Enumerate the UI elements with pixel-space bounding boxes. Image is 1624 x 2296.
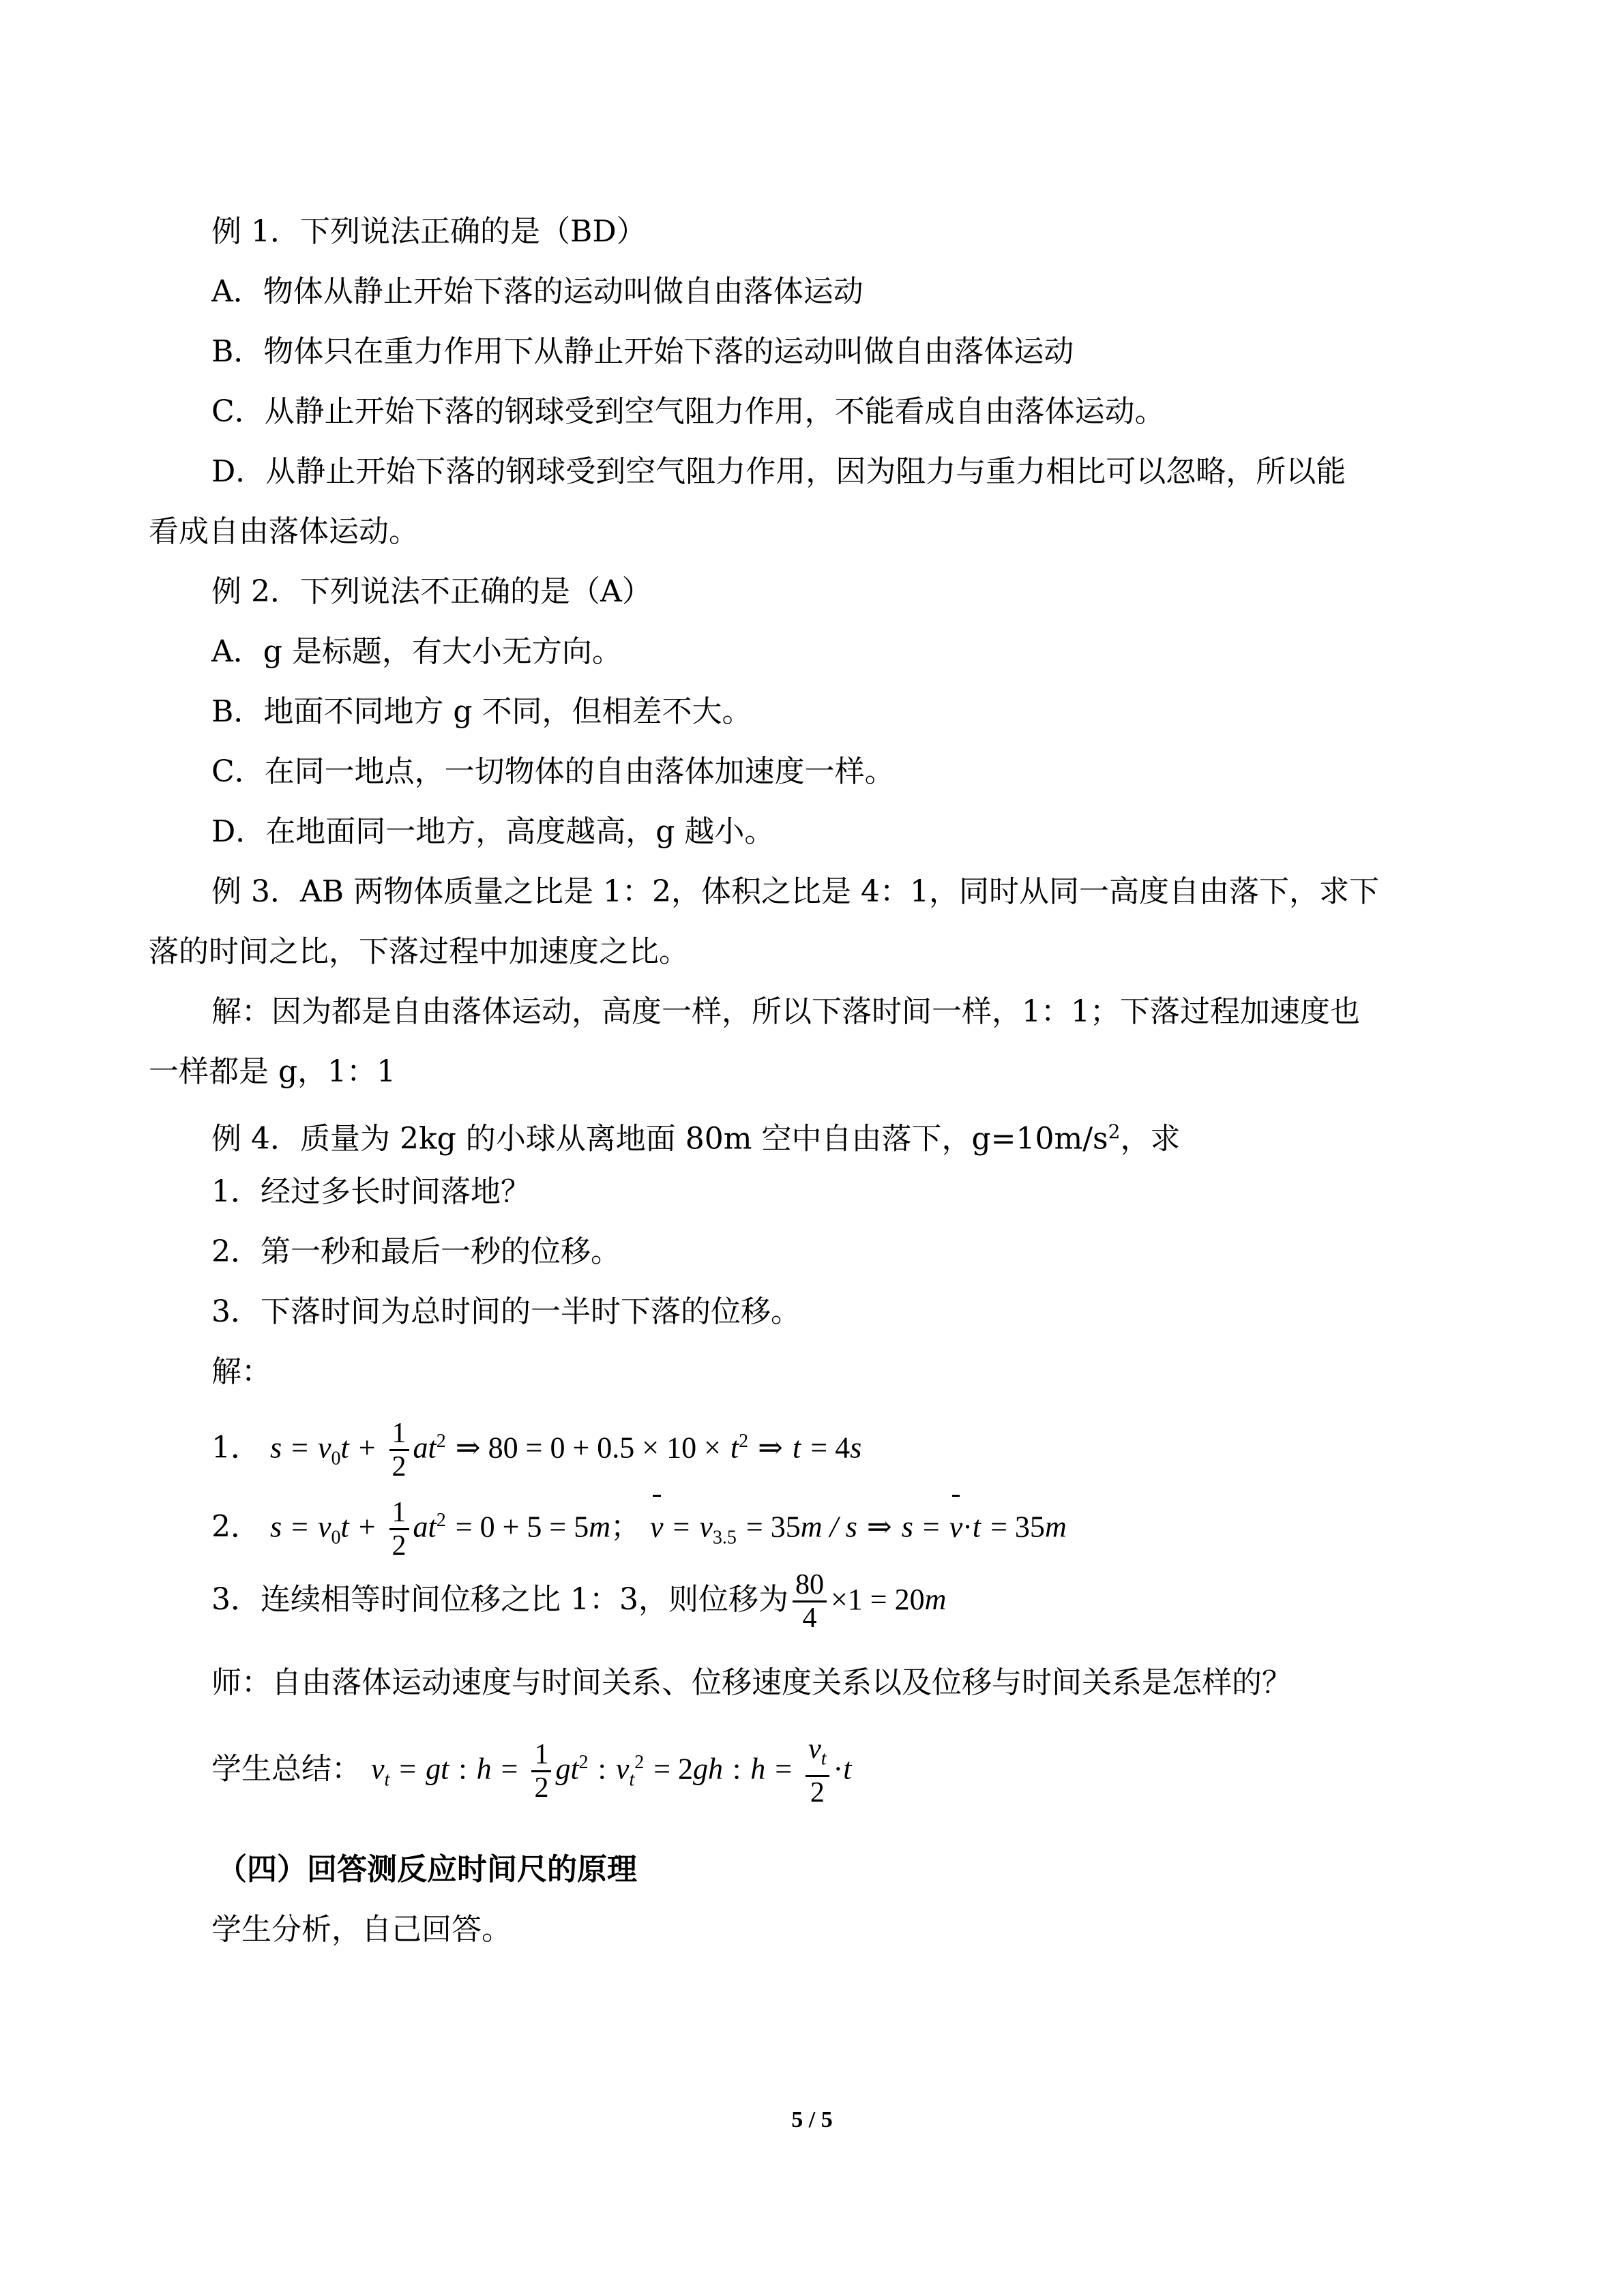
fraction-half: $\frac{1}{2}$ bbox=[389, 1497, 409, 1562]
student-summary: 学生总结： $v_t$ = gt : h = $\frac{1}{2}$ $gt^2$ : $v_t^2 = 2gh$ : h = $\frac{v_t}{2}$ ·t bbox=[211, 1733, 852, 1808]
fraction-half: $\frac{1}{2}$ bbox=[389, 1418, 409, 1482]
example-1-question: 例 1．下列说法正确的是（BD） bbox=[211, 214, 647, 249]
solution-equation-3: 3．连续相等时间位移之比 1：3，则位移为 $\frac{80}{4}$ ×1 = 20m bbox=[211, 1569, 947, 1634]
example-4-question: 例 4．质量为 2kg 的小球从离地面 80m 空中自由落下，$g=10m/s^2$，求 bbox=[211, 1120, 1181, 1157]
example-2-question: 例 2．下列说法不正确的是（A） bbox=[211, 574, 652, 609]
example-2-option-b: B．地面不同地方 g 不同，但相差不大。 bbox=[211, 694, 752, 729]
example-3-question: 例 3．AB 两物体质量之比是 1：2，体积之比是 4：1，同时从同一高度自由落下，求下 bbox=[211, 874, 1380, 909]
solution-equation-1: 1． $s = v_0t$ + $\frac{1}{2}$ $at^2$ ⇒ $80 = 0 + 0.5 \times 10 \times t^2$ ⇒ t = 4s bbox=[211, 1417, 862, 1482]
example-1-option-b: B．物体只在重力作用下从静止开始下落的运动叫做自由落体运动 bbox=[211, 334, 1074, 369]
section-body: 学生分析，自己回答。 bbox=[211, 1912, 512, 1947]
example-1-option-c: C．从静止开始下落的钢球受到空气阻力作用，不能看成自由落体运动。 bbox=[211, 394, 1165, 429]
example-3-solution: 解：因为都是自由落体运动，高度一样，所以下落时间一样，1：1；下落过程加速度也 bbox=[211, 994, 1360, 1029]
example-4-part-3: 3．下落时间为总时间的一半时下落的位移。 bbox=[211, 1294, 801, 1329]
example-4-part-1: 1．经过多长时间落地？ bbox=[211, 1174, 531, 1209]
fraction-vt-over-2: $\frac{v_t}{2}$ bbox=[806, 1733, 829, 1808]
solution-equation-2: 2． $s = v_0t$ + $\frac{1}{2}$ $at^2 = 0 + 5 = 5m$； $v = v_{3.5} = 35m / s$ ⇒ s = v·t = 35m bbox=[211, 1487, 1067, 1572]
section-heading: （四）回答测反应时间尺的原理 bbox=[217, 1852, 637, 1887]
example-2-option-d: D．在地面同一地方，高度越高，g 越小。 bbox=[211, 814, 775, 849]
fraction-80-over-4: $\frac{80}{4}$ bbox=[793, 1569, 827, 1634]
example-3-question-continued: 落的时间之比，下落过程中加速度之比。 bbox=[149, 934, 689, 969]
example-1-option-d: D．从静止开始下落的钢球受到空气阻力作用，因为阻力与重力相比可以忽略，所以能 bbox=[211, 454, 1346, 489]
example-1-option-d-continued: 看成自由落体运动。 bbox=[149, 514, 419, 549]
fraction-half: $\frac{1}{2}$ bbox=[531, 1739, 551, 1804]
example-2-option-c: C．在同一地点，一切物体的自由落体加速度一样。 bbox=[211, 754, 895, 789]
example-2-option-a: A．g 是标题，有大小无方向。 bbox=[211, 634, 622, 669]
teacher-question: 师：自由落体运动速度与时间关系、位移速度关系以及位移与时间关系是怎样的？ bbox=[211, 1665, 1292, 1700]
example-3-solution-continued: 一样都是 g，1：1 bbox=[149, 1054, 396, 1089]
example-1-option-a: A．物体从静止开始下落的运动叫做自由落体运动 bbox=[211, 274, 863, 309]
example-4-solution-label: 解： bbox=[211, 1354, 271, 1389]
example-4-part-2: 2．第一秒和最后一秒的位移。 bbox=[211, 1234, 621, 1269]
page-number: 5 / 5 bbox=[791, 2107, 833, 2132]
